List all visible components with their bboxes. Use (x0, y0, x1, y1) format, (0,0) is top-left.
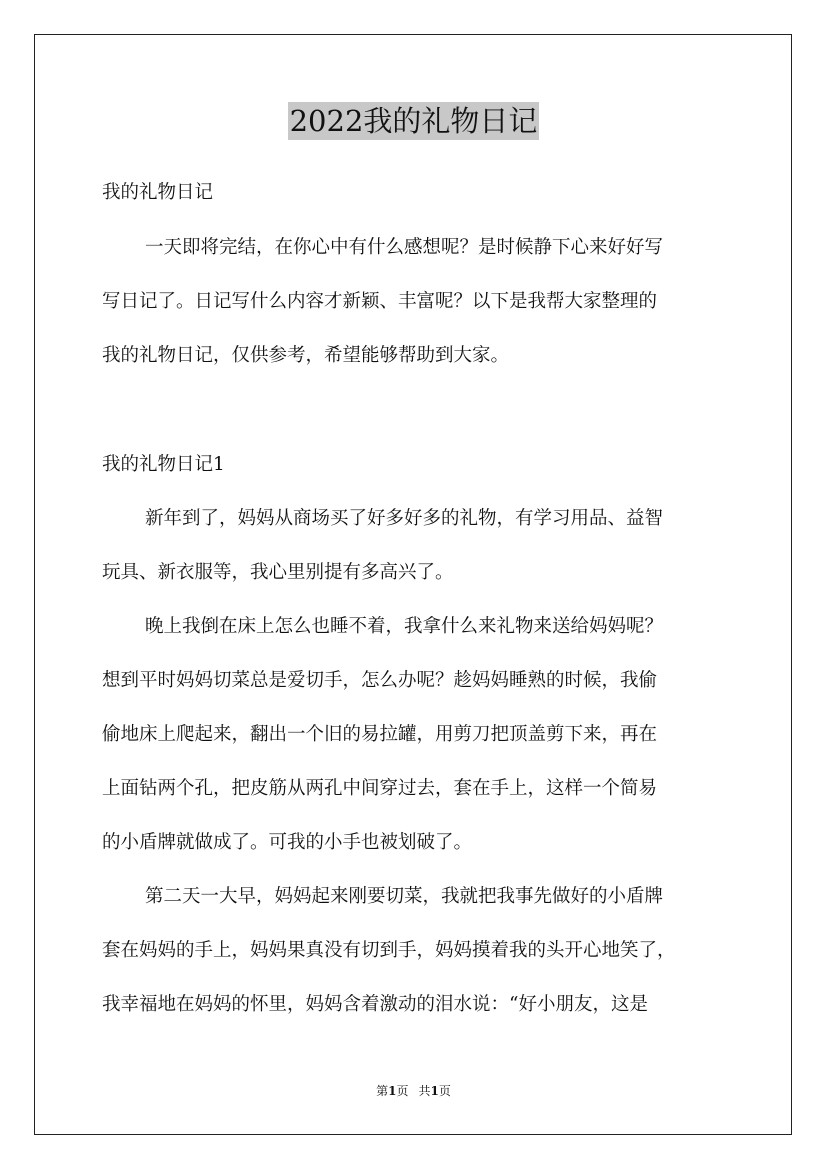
paragraph-line: 第二天一大早，妈妈起来刚要切菜，我就把我事先做好的小盾牌 (145, 886, 664, 907)
paragraph-line: 上面钻两个孔，把皮筋从两孔中间穿过去，套在手上，这样一个简易 (102, 778, 658, 799)
paragraph-line: 晚上我倒在床上怎么也睡不着，我拿什么来礼物来送给妈妈呢？ (145, 616, 664, 637)
paragraph-line: 偷地床上爬起来，翻出一个旧的易拉罐，用剪刀把顶盖剪下来，再在 (102, 724, 658, 745)
section-heading: 我的礼物日记1 (102, 454, 225, 475)
title-container (0, 102, 827, 140)
total-prefix: 共 (418, 1084, 431, 1098)
paragraph-line: 我的礼物日记，仅供参考，希望能够帮助到大家。 (102, 345, 510, 366)
paragraph-line: 新年到了，妈妈从商场买了好多好多的礼物，有学习用品、益智 (145, 508, 664, 529)
paragraph-line: 我幸福地在妈妈的怀里，妈妈含着激动的泪水说：“好小朋友，这是 (102, 994, 648, 1015)
paragraph-line: 玩具、新衣服等，我心里别提有多高兴了。 (102, 562, 454, 583)
section-heading: 我的礼物日记 (102, 182, 214, 203)
page-number: 1 (388, 1084, 397, 1098)
total-suffix: 页 (438, 1084, 451, 1098)
paragraph-line: 想到平时妈妈切菜总是爱切手，怎么办呢？趁妈妈睡熟的时候，我偷 (102, 670, 658, 691)
page-footer (0, 1083, 827, 1099)
paragraph-line: 写日记了。日记写什么内容才新颖、丰富呢？以下是我帮大家整理的 (102, 291, 658, 312)
paragraph-line: 的小盾牌就做成了。可我的小手也被划破了。 (102, 832, 473, 853)
paragraph-line: 套在妈妈的手上，妈妈果真没有切到手，妈妈摸着我的头开心地笑了， (102, 940, 676, 961)
page-suffix: 页 (396, 1084, 409, 1098)
paragraph-line: 一天即将完结，在你心中有什么感想呢？是时候静下心来好好写 (145, 237, 664, 258)
page-prefix: 第 (376, 1084, 389, 1098)
total-number: 1 (430, 1084, 439, 1098)
document-title: 2022我的礼物日记 (289, 104, 538, 138)
